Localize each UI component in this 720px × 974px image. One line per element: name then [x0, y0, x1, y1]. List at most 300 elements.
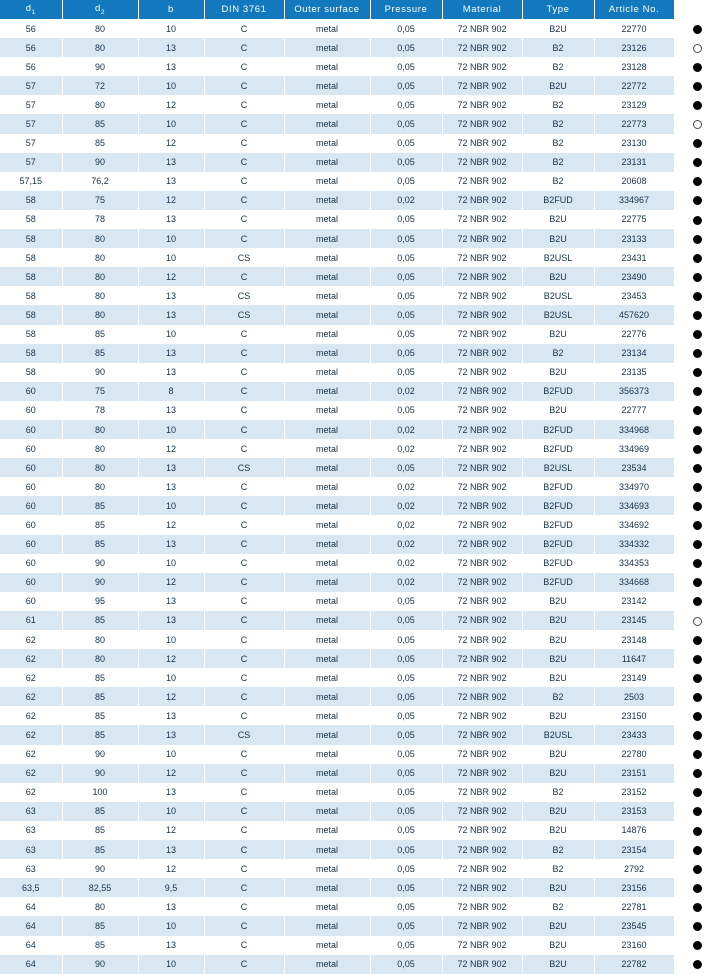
table-cell: 0,05: [370, 286, 442, 305]
table-cell: C: [204, 114, 284, 133]
table-cell: 90: [62, 745, 138, 764]
table-cell: 12: [138, 191, 204, 210]
stock-indicator: [674, 611, 720, 630]
table-row: [0, 286, 720, 305]
table-cell: 457620: [594, 305, 674, 324]
table-cell: 13: [138, 38, 204, 57]
stock-filled-icon: [693, 636, 702, 645]
stock-filled-icon: [693, 540, 702, 549]
table-cell: 85: [62, 687, 138, 706]
table-cell: B2U: [522, 821, 594, 840]
table-cell: 85: [62, 114, 138, 133]
table-cell: 64: [0, 955, 62, 974]
table-cell: 75: [62, 191, 138, 210]
table-cell: 13: [138, 286, 204, 305]
table-cell: 12: [138, 95, 204, 114]
stock-filled-icon: [693, 63, 702, 72]
table-cell: 2792: [594, 859, 674, 878]
table-cell: 57: [0, 95, 62, 114]
table-cell: B2: [522, 134, 594, 153]
stock-indicator: [674, 458, 720, 477]
stock-filled-icon: [693, 655, 702, 664]
stock-filled-icon: [693, 406, 702, 415]
table-cell: 23126: [594, 38, 674, 57]
table-cell: B2U: [522, 649, 594, 668]
table-cell: B2: [522, 153, 594, 172]
stock-indicator: [674, 573, 720, 592]
column-header-subscript: 1: [31, 8, 36, 16]
table-cell: 85: [62, 725, 138, 744]
table-cell: metal: [284, 802, 370, 821]
stock-filled-icon: [693, 101, 702, 110]
stock-filled-icon: [693, 216, 702, 225]
table-cell: 22773: [594, 114, 674, 133]
table-cell: metal: [284, 134, 370, 153]
table-cell: 334970: [594, 477, 674, 496]
stock-indicator: [674, 19, 720, 38]
table-cell: 85: [62, 344, 138, 363]
table-row: [0, 305, 720, 324]
table-cell: 22780: [594, 745, 674, 764]
table-cell: 23156: [594, 878, 674, 897]
stock-filled-icon: [693, 597, 702, 606]
table-row: [0, 745, 720, 764]
table-cell: metal: [284, 630, 370, 649]
table-cell: 90: [62, 363, 138, 382]
table-cell: 13: [138, 344, 204, 363]
table-cell: 22775: [594, 210, 674, 229]
table-cell: 22772: [594, 76, 674, 95]
table-cell: metal: [284, 668, 370, 687]
table-row: [0, 859, 720, 878]
table-cell: B2U: [522, 936, 594, 955]
table-cell: 0,05: [370, 668, 442, 687]
table-cell: metal: [284, 916, 370, 935]
table-cell: metal: [284, 496, 370, 515]
table-row: [0, 955, 720, 974]
table-cell: 0,05: [370, 764, 442, 783]
table-cell: 60: [0, 458, 62, 477]
table-cell: B2U: [522, 802, 594, 821]
table-cell: 72 NBR 902: [442, 573, 522, 592]
table-cell: 72 NBR 902: [442, 325, 522, 344]
stock-indicator: [674, 783, 720, 802]
stock-filled-icon: [693, 330, 702, 339]
table-cell: 60: [0, 401, 62, 420]
table-cell: 12: [138, 821, 204, 840]
table-cell: B2: [522, 783, 594, 802]
table-cell: 0,05: [370, 821, 442, 840]
table-cell: 72 NBR 902: [442, 611, 522, 630]
table-cell: 85: [62, 515, 138, 534]
column-header-article-no-: [594, 0, 674, 19]
table-cell: 23134: [594, 344, 674, 363]
table-cell: B2FUD: [522, 515, 594, 534]
table-cell: 72: [62, 76, 138, 95]
table-cell: 0,02: [370, 477, 442, 496]
table-row: [0, 477, 720, 496]
stock-indicator: [674, 916, 720, 935]
table-cell: 23148: [594, 630, 674, 649]
table-cell: 78: [62, 401, 138, 420]
table-cell: 72 NBR 902: [442, 382, 522, 401]
stock-filled-icon: [693, 25, 702, 34]
table-cell: 23534: [594, 458, 674, 477]
table-header: [0, 0, 720, 19]
table-cell: 90: [62, 955, 138, 974]
table-cell: 12: [138, 573, 204, 592]
table-cell: 80: [62, 229, 138, 248]
column-header-label: d: [25, 3, 32, 15]
table-row: [0, 687, 720, 706]
table-cell: 0,05: [370, 725, 442, 744]
table-cell: 72 NBR 902: [442, 153, 522, 172]
table-cell: 72 NBR 902: [442, 420, 522, 439]
table-cell: 13: [138, 897, 204, 916]
table-cell: 12: [138, 649, 204, 668]
table-cell: C: [204, 496, 284, 515]
table-cell: 10: [138, 745, 204, 764]
table-cell: 72 NBR 902: [442, 725, 522, 744]
table-cell: 72 NBR 902: [442, 687, 522, 706]
table-cell: 0,05: [370, 210, 442, 229]
stock-indicator: [674, 955, 720, 974]
table-cell: C: [204, 515, 284, 534]
table-row: [0, 706, 720, 725]
table-cell: 22776: [594, 325, 674, 344]
table-cell: 13: [138, 172, 204, 191]
table-cell: 0,05: [370, 592, 442, 611]
table-cell: 72 NBR 902: [442, 305, 522, 324]
table-cell: C: [204, 840, 284, 859]
stock-filled-icon: [693, 750, 702, 759]
stock-filled-icon: [693, 922, 702, 931]
column-header-type: [522, 0, 594, 19]
table-cell: 82,55: [62, 878, 138, 897]
table-row: [0, 38, 720, 57]
table-cell: 0,05: [370, 325, 442, 344]
table-cell: metal: [284, 153, 370, 172]
table-row: [0, 439, 720, 458]
table-cell: metal: [284, 878, 370, 897]
table-cell: 64: [0, 936, 62, 955]
stock-filled-icon: [693, 521, 702, 530]
table-row: [0, 420, 720, 439]
table-cell: 72 NBR 902: [442, 496, 522, 515]
table-cell: C: [204, 764, 284, 783]
table-cell: CS: [204, 458, 284, 477]
table-cell: B2: [522, 38, 594, 57]
stock-indicator: [674, 114, 720, 133]
table-cell: metal: [284, 382, 370, 401]
table-row: [0, 802, 720, 821]
stock-filled-icon: [693, 693, 702, 702]
table-row: [0, 496, 720, 515]
table-cell: metal: [284, 955, 370, 974]
table-cell: B2U: [522, 267, 594, 286]
column-header-outer-surface: [284, 0, 370, 19]
table-cell: B2USL: [522, 458, 594, 477]
table-cell: 13: [138, 153, 204, 172]
table-cell: 78: [62, 210, 138, 229]
table-cell: 356373: [594, 382, 674, 401]
table-cell: 85: [62, 936, 138, 955]
column-header-label: Outer surface: [294, 4, 360, 15]
table-cell: 56: [0, 57, 62, 76]
table-cell: B2FUD: [522, 496, 594, 515]
table-cell: B2: [522, 57, 594, 76]
table-row: [0, 535, 720, 554]
table-cell: metal: [284, 248, 370, 267]
table-cell: C: [204, 897, 284, 916]
table-cell: 0,02: [370, 515, 442, 534]
stock-indicator: [674, 172, 720, 191]
table-cell: 10: [138, 916, 204, 935]
table-cell: metal: [284, 859, 370, 878]
column-header-label: Type: [546, 4, 570, 15]
table-cell: 58: [0, 363, 62, 382]
table-cell: 72 NBR 902: [442, 439, 522, 458]
table-cell: 0,05: [370, 114, 442, 133]
stock-filled-icon: [693, 368, 702, 377]
table-cell: 56: [0, 38, 62, 57]
table-cell: 72 NBR 902: [442, 229, 522, 248]
table-row: [0, 134, 720, 153]
table-cell: 20608: [594, 172, 674, 191]
column-header-material: [442, 0, 522, 19]
table-cell: 85: [62, 916, 138, 935]
stock-indicator: [674, 229, 720, 248]
table-cell: 0,05: [370, 745, 442, 764]
stock-indicator: [674, 936, 720, 955]
table-cell: 0,05: [370, 95, 442, 114]
table-cell: 62: [0, 745, 62, 764]
table-cell: 13: [138, 706, 204, 725]
stock-indicator: [674, 76, 720, 95]
table-cell: 13: [138, 840, 204, 859]
table-cell: 57: [0, 76, 62, 95]
table-cell: 63: [0, 821, 62, 840]
table-cell: 80: [62, 420, 138, 439]
table-cell: B2FUD: [522, 554, 594, 573]
table-cell: 72 NBR 902: [442, 783, 522, 802]
table-cell: 334969: [594, 439, 674, 458]
table-cell: 63,5: [0, 878, 62, 897]
stock-filled-icon: [693, 884, 702, 893]
table-cell: 23151: [594, 764, 674, 783]
table-cell: metal: [284, 401, 370, 420]
stock-indicator: [674, 38, 720, 57]
table-cell: 0,02: [370, 439, 442, 458]
table-cell: 58: [0, 325, 62, 344]
table-cell: 0,05: [370, 783, 442, 802]
table-row: [0, 344, 720, 363]
stock-filled-icon: [693, 273, 702, 282]
table-cell: C: [204, 439, 284, 458]
table-cell: B2: [522, 95, 594, 114]
table-row: [0, 114, 720, 133]
table-cell: 12: [138, 859, 204, 878]
table-cell: 63: [0, 859, 62, 878]
stock-indicator: [674, 496, 720, 515]
table-row: [0, 325, 720, 344]
stock-indicator: [674, 134, 720, 153]
table-cell: 72 NBR 902: [442, 897, 522, 916]
table-cell: metal: [284, 840, 370, 859]
table-cell: 23153: [594, 802, 674, 821]
stock-filled-icon: [693, 387, 702, 396]
table-cell: 72 NBR 902: [442, 95, 522, 114]
table-cell: 85: [62, 535, 138, 554]
table-cell: B2: [522, 687, 594, 706]
table-cell: 72 NBR 902: [442, 363, 522, 382]
stock-filled-icon: [693, 788, 702, 797]
table-cell: metal: [284, 286, 370, 305]
table-row: [0, 95, 720, 114]
table-cell: B2U: [522, 764, 594, 783]
table-cell: 13: [138, 458, 204, 477]
table-cell: C: [204, 955, 284, 974]
table-cell: 0,02: [370, 191, 442, 210]
table-cell: 58: [0, 344, 62, 363]
table-cell: C: [204, 95, 284, 114]
table-cell: B2USL: [522, 286, 594, 305]
table-cell: metal: [284, 783, 370, 802]
table-cell: 0,05: [370, 38, 442, 57]
table-cell: 62: [0, 764, 62, 783]
stock-indicator: [674, 840, 720, 859]
table-cell: 0,02: [370, 535, 442, 554]
table-cell: C: [204, 802, 284, 821]
table-cell: C: [204, 38, 284, 57]
column-header-label: b: [168, 4, 174, 15]
table-cell: 72 NBR 902: [442, 745, 522, 764]
table-cell: 57: [0, 153, 62, 172]
table-cell: 23150: [594, 706, 674, 725]
table-cell: 22777: [594, 401, 674, 420]
stock-filled-icon: [693, 139, 702, 148]
stock-indicator: [674, 382, 720, 401]
table-cell: metal: [284, 554, 370, 573]
header-row: [0, 0, 720, 19]
table-cell: 13: [138, 783, 204, 802]
stock-filled-icon: [693, 82, 702, 91]
table-row: [0, 611, 720, 630]
table-cell: 10: [138, 496, 204, 515]
table-cell: B2: [522, 344, 594, 363]
table-cell: 63: [0, 840, 62, 859]
table-cell: 0,02: [370, 554, 442, 573]
table-cell: metal: [284, 305, 370, 324]
table-row: [0, 630, 720, 649]
table-cell: 23545: [594, 916, 674, 935]
table-cell: 90: [62, 573, 138, 592]
table-cell: B2U: [522, 706, 594, 725]
table-row: [0, 229, 720, 248]
table-cell: 10: [138, 229, 204, 248]
table-cell: 0,05: [370, 859, 442, 878]
table-cell: C: [204, 153, 284, 172]
table-row: [0, 592, 720, 611]
table-cell: 13: [138, 936, 204, 955]
stock-indicator: [674, 535, 720, 554]
table-cell: metal: [284, 172, 370, 191]
table-cell: B2U: [522, 363, 594, 382]
table-cell: 334968: [594, 420, 674, 439]
table-cell: B2: [522, 172, 594, 191]
table-cell: 0,05: [370, 706, 442, 725]
table-cell: 80: [62, 95, 138, 114]
stock-filled-icon: [693, 196, 702, 205]
table-cell: 0,05: [370, 57, 442, 76]
table-cell: 11647: [594, 649, 674, 668]
table-cell: 0,05: [370, 878, 442, 897]
stock-indicator: [674, 592, 720, 611]
table-cell: B2USL: [522, 725, 594, 744]
table-cell: 62: [0, 687, 62, 706]
table-cell: B2U: [522, 401, 594, 420]
stock-indicator: [674, 153, 720, 172]
table-cell: metal: [284, 458, 370, 477]
table-cell: 72 NBR 902: [442, 916, 522, 935]
table-cell: B2U: [522, 878, 594, 897]
table-cell: 85: [62, 325, 138, 344]
table-cell: 0,05: [370, 916, 442, 935]
table-cell: 61: [0, 611, 62, 630]
table-cell: C: [204, 57, 284, 76]
table-cell: 13: [138, 401, 204, 420]
table-cell: 90: [62, 764, 138, 783]
table-cell: metal: [284, 821, 370, 840]
table-cell: 10: [138, 955, 204, 974]
table-cell: 62: [0, 649, 62, 668]
table-cell: 334668: [594, 573, 674, 592]
table-cell: 72 NBR 902: [442, 859, 522, 878]
stock-indicator: [674, 706, 720, 725]
table-cell: 72 NBR 902: [442, 649, 522, 668]
table-cell: 58: [0, 305, 62, 324]
table-cell: 60: [0, 573, 62, 592]
table-row: [0, 248, 720, 267]
table-cell: 72 NBR 902: [442, 955, 522, 974]
table-cell: 58: [0, 248, 62, 267]
stock-indicator: [674, 248, 720, 267]
table-cell: 72 NBR 902: [442, 840, 522, 859]
stock-filled-icon: [693, 292, 702, 301]
table-cell: metal: [284, 745, 370, 764]
table-cell: metal: [284, 535, 370, 554]
table-cell: C: [204, 878, 284, 897]
table-cell: 64: [0, 897, 62, 916]
table-cell: 0,05: [370, 630, 442, 649]
table-cell: 12: [138, 439, 204, 458]
table-cell: 23453: [594, 286, 674, 305]
table-cell: 0,05: [370, 687, 442, 706]
table-cell: C: [204, 936, 284, 955]
table-row: [0, 382, 720, 401]
table-cell: 76,2: [62, 172, 138, 191]
table-cell: 13: [138, 611, 204, 630]
table-cell: 22781: [594, 897, 674, 916]
table-cell: 58: [0, 210, 62, 229]
table-cell: metal: [284, 19, 370, 38]
table-cell: 62: [0, 668, 62, 687]
stock-open-icon: [693, 120, 702, 129]
table-cell: metal: [284, 515, 370, 534]
table-cell: 14876: [594, 821, 674, 840]
table-cell: 72 NBR 902: [442, 554, 522, 573]
table-row: [0, 191, 720, 210]
